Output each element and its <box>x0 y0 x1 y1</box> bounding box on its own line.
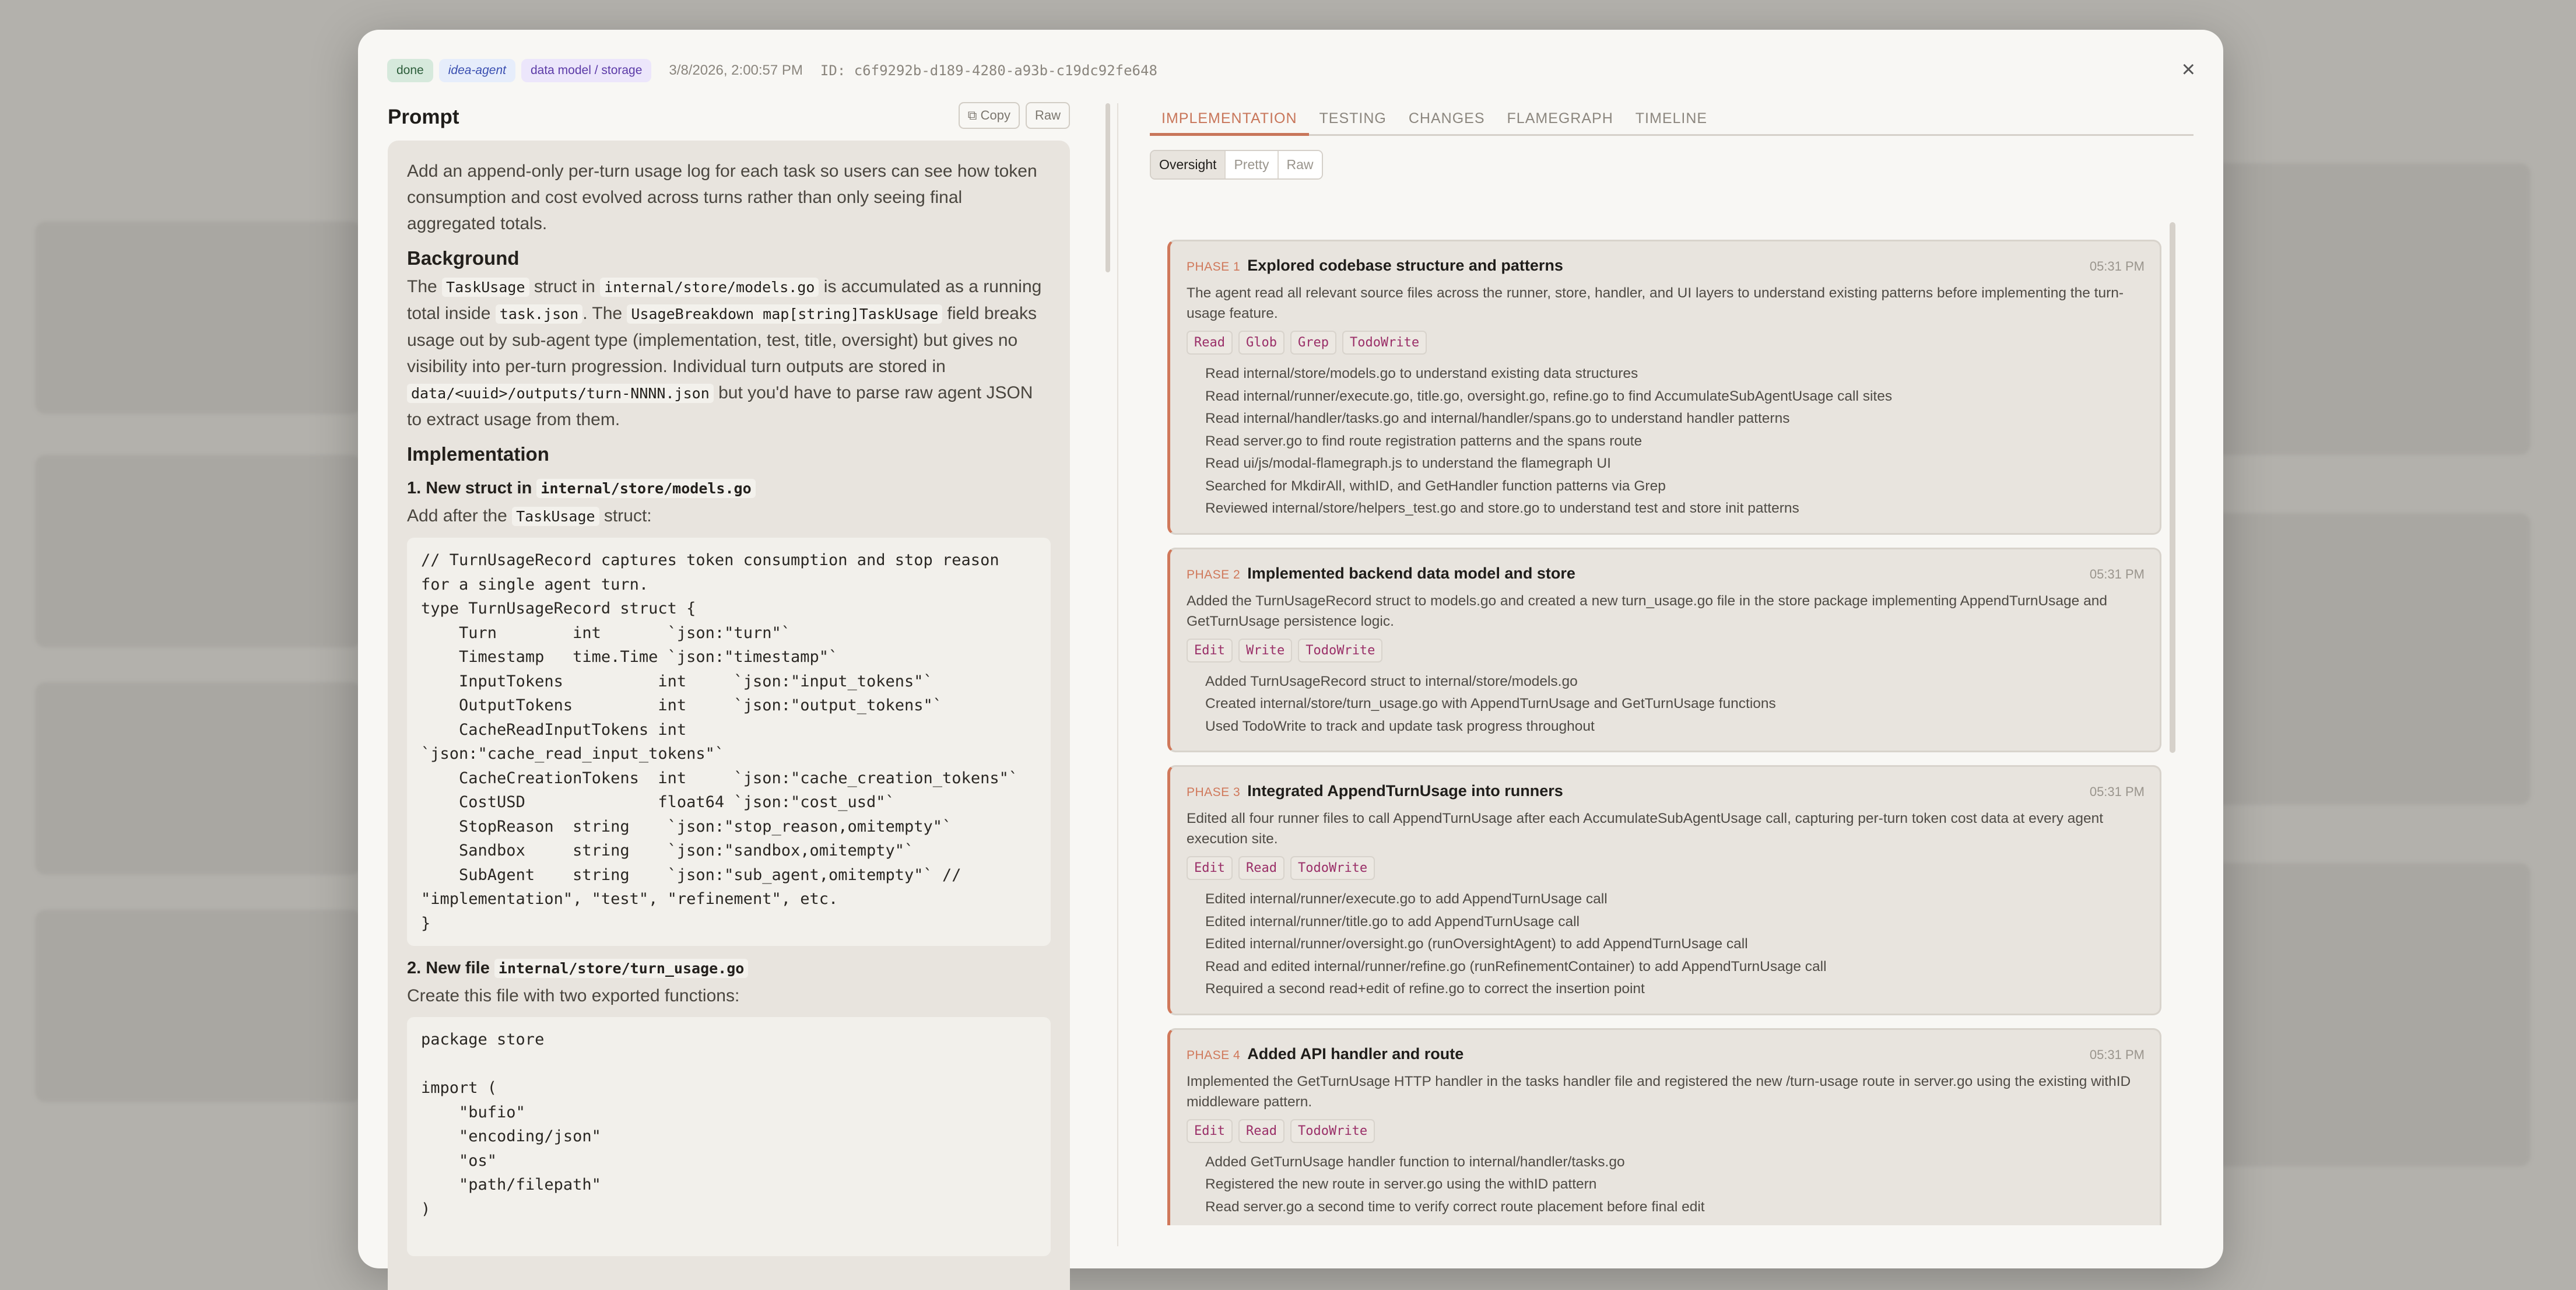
background-paragraph <box>407 274 1051 433</box>
background-card <box>35 222 362 414</box>
tool-chip: TodoWrite <box>1342 331 1427 355</box>
phase-action-item: Added GetTurnUsage handler function to internal/handler/tasks.go <box>1205 1154 1625 1170</box>
view-mode-oversight[interactable]: Oversight <box>1151 151 1226 178</box>
text-run: struct: <box>599 506 652 525</box>
phase-tools <box>1187 639 2145 662</box>
phase-action-item: Read internal/handler/tasks.go and internal/handler/spans.go to understand handler patterns <box>1205 411 1790 426</box>
phase-action-item: Used TodoWrite to track and update task progress throughout <box>1205 718 1595 734</box>
phase-tools <box>1187 1119 2145 1143</box>
phase-description: The agent read all relevant source files across the runner, store, handler, and UI layers to understand existing patterns before implementing the turn-usage feature. <box>1187 285 2124 321</box>
raw-button[interactable]: Raw <box>1026 102 1070 129</box>
step1-heading-code: internal/store/models.go <box>536 479 755 498</box>
step2-heading-text: 2. New file <box>407 959 494 977</box>
phase-label: PHASE 4 <box>1187 1048 1241 1062</box>
phase-actions <box>1187 671 2145 738</box>
phase-header <box>1187 782 2145 800</box>
phase-label: PHASE 3 <box>1187 786 1241 799</box>
inline-code: task.json <box>496 304 582 324</box>
phase-action-item: Reviewed internal/store/helpers_test.go and store.go to understand test and store init patterns <box>1205 500 1799 516</box>
timestamp: 3/8/2026, 2:00:57 PM <box>669 62 803 78</box>
phase-action-item: Created internal/store/turn_usage.go with AppendTurnUsage and GetTurnUsage functions <box>1205 696 1776 711</box>
phase-card <box>1167 240 2161 535</box>
phase-actions <box>1187 1151 2145 1219</box>
phase-header <box>1187 257 2145 275</box>
phase-tools <box>1187 856 2145 880</box>
phase-time: 05:31 PM <box>2089 566 2145 581</box>
phase-action-item: Edited internal/runner/execute.go to add AppendTurnUsage call <box>1205 891 1608 907</box>
phase-action-item: Read ui/js/modal-flamegraph.js to understand the flamegraph UI <box>1205 455 1611 471</box>
tool-chip: Glob <box>1238 331 1285 355</box>
tool-chip: Edit <box>1187 1119 1233 1143</box>
phase-actions <box>1187 363 2145 520</box>
phase-actions <box>1187 888 2145 1001</box>
tool-chip: TodoWrite <box>1298 639 1382 662</box>
copy-icon: ⧉ <box>967 108 981 122</box>
step2-text: Create this file with two exported functions: <box>407 986 740 1005</box>
tab-bar <box>1150 100 2194 136</box>
step1-heading-text: 1. New struct in <box>407 479 537 497</box>
text-run: Add after the <box>407 506 513 525</box>
text-run: struct in <box>529 277 601 296</box>
background-heading: Background <box>407 247 520 269</box>
tool-chip: Read <box>1238 856 1285 880</box>
tool-chip: Grep <box>1290 331 1336 355</box>
phase-header <box>1187 565 2145 583</box>
phase-action-item: Required a second read+edit of refine.go to correct the insertion point <box>1205 981 1645 997</box>
view-mode-toggle <box>1150 150 1323 180</box>
tab-testing[interactable]: TESTING <box>1319 110 1387 127</box>
phase-time: 05:31 PM <box>2089 1047 2145 1062</box>
inline-code: UsageBreakdown map[string]TaskUsage <box>627 304 942 324</box>
prompt-content <box>388 141 1070 1290</box>
text-run: but you'd have to parse raw agent JSON to extract usage from them. <box>407 383 1033 429</box>
phase-card <box>1167 1028 2161 1226</box>
step1-text <box>407 503 1051 530</box>
tool-chip: Edit <box>1187 856 1233 880</box>
view-mode-pretty[interactable]: Pretty <box>1226 151 1278 178</box>
tab-timeline[interactable]: TIMELINE <box>1635 110 1708 127</box>
phase-action-item: Edited internal/runner/title.go to add AppendTurnUsage call <box>1205 913 1580 930</box>
step1-heading <box>407 475 1051 502</box>
tab-changes[interactable]: CHANGES <box>1408 110 1485 127</box>
phase-title: Implemented backend data model and store <box>1247 564 1575 582</box>
inline-code: TaskUsage <box>442 278 529 297</box>
tool-chip: Read <box>1238 1119 1285 1143</box>
text-run: The <box>407 277 443 296</box>
phase-title: Added API handler and route <box>1247 1044 1464 1063</box>
view-mode-raw[interactable]: Raw <box>1279 151 1322 178</box>
phase-tools <box>1187 331 2145 355</box>
agent-badge: idea-agent <box>439 59 515 82</box>
phase-action-item: Read server.go to find route registration patterns and the spans route <box>1205 433 1643 449</box>
phase-label: PHASE 1 <box>1187 260 1241 274</box>
phase-description: Added the TurnUsageRecord struct to models.go and created a new turn_usage.go file in the store package implementing AppendTurnUsage and GetTurnUsage persistence logic. <box>1187 593 2107 629</box>
tool-chip: Write <box>1238 639 1292 662</box>
phase-time: 05:31 PM <box>2089 259 2145 274</box>
phase-action-item: Read server.go a second time to verify correct route placement before final edit <box>1205 1198 1705 1215</box>
phase-title: Explored codebase structure and patterns <box>1247 257 1563 274</box>
phase-description: Implemented the GetTurnUsage HTTP handler in the tasks handler file and registered the new /turn-usage route in server.go using the existing withID middleware pattern. <box>1187 1073 2131 1110</box>
text-run: is accumulated as a running total inside <box>407 277 1042 323</box>
copy-button[interactable] <box>959 102 1020 129</box>
phase-card <box>1167 548 2161 753</box>
phase-card <box>1167 765 2161 1015</box>
prompt-title: Prompt <box>388 106 459 128</box>
phase-header <box>1187 1045 2145 1063</box>
tool-chip: TodoWrite <box>1290 1119 1375 1143</box>
task-id: ID: c6f9292b-d189-4280-a93b-c19dc92fe648 <box>820 62 1157 79</box>
phase-action-item: Edited internal/runner/oversight.go (runOversightAgent) to add AppendTurnUsage call <box>1205 936 1748 952</box>
agent-panel <box>1150 100 2194 1266</box>
prompt-panel <box>388 100 1070 1268</box>
task-detail-modal <box>358 30 2223 1268</box>
tab-implementation[interactable]: IMPLEMENTATION <box>1161 100 1297 134</box>
phase-action-item: Read internal/runner/execute.go, title.go, oversight.go, refine.go to find AccumulateSubAgentUsage call sites <box>1205 388 1893 404</box>
inline-code: TaskUsage <box>512 507 599 526</box>
phase-description: Edited all four runner files to call AppendTurnUsage after each AccumulateSubAgentUsage call, capturing per-turn token cost data at every agent execution site. <box>1187 811 2104 847</box>
phase-label: PHASE 2 <box>1187 567 1241 581</box>
inline-code: data/<uuid>/outputs/turn-NNNN.json <box>407 384 714 403</box>
step2-heading-code: internal/store/turn_usage.go <box>494 959 748 978</box>
phase-action-item: Read and edited internal/runner/refine.go (runRefinementContainer) to add AppendTurnUsage call <box>1205 958 1827 974</box>
tool-chip: TodoWrite <box>1290 856 1375 880</box>
phase-action-item: Searched for MkdirAll, withID, and GetHandler function patterns via Grep <box>1205 478 1666 494</box>
step2-heading <box>407 955 1051 981</box>
tool-chip: Read <box>1187 331 1233 355</box>
background-card <box>35 910 362 1102</box>
prompt-intro: Add an append-only per-turn usage log for each task so users can see how token consumption and cost evolved across turns rather than only seeing final aggregated totals. <box>407 162 1037 233</box>
copy-label: Copy <box>980 108 1010 122</box>
inline-code: internal/store/models.go <box>600 278 819 297</box>
phase-action-item: Added TurnUsageRecord struct to internal/store/models.go <box>1205 673 1578 689</box>
background-card <box>35 455 362 647</box>
close-icon[interactable]: × <box>2181 57 2195 82</box>
text-run: field breaks usage out by sub-agent type (implementation, test, title, oversight) but gives no visibility into per-turn progression. Individual turn outputs are stored in <box>407 304 1037 376</box>
phase-list <box>1167 240 2161 1225</box>
step2-code-block: package store import ( "bufio" "encoding/json" "os" "path/filepath" ) <box>407 1017 1051 1256</box>
category-badge: data model / storage <box>521 59 651 82</box>
modal-header <box>387 58 1157 83</box>
step1-code-block: // TurnUsageRecord captures token consumption and stop reason for a single agent turn. type TurnUsageRecord struct { Turn int `json:"turn"` Timestamp time.Time `json:"timestamp"` InputTokens int `json:"input_tokens"` OutputTokens int `json:"output_tokens"` CacheReadInputTokens int `json:"cache_read_input_tokens"` CacheCreationTokens int `json:"cache_creation_tokens"` CostUSD float64 `json:"cost_usd"` StopReason string `json:"stop_reason,omitempty"` Sandbox string `json:"sandbox,omitempty"` SubAgent string `json:"sub_agent,omitempty"` // "implementation", "test", "refinement", etc. } <box>407 538 1051 946</box>
tab-flamegraph[interactable]: FLAMEGRAPH <box>1507 110 1613 127</box>
implementation-heading: Implementation <box>407 443 549 465</box>
phase-title: Integrated AppendTurnUsage into runners <box>1247 782 1563 800</box>
background-card <box>35 682 362 875</box>
status-badge: done <box>387 59 433 82</box>
text-run: . The <box>582 304 627 323</box>
phase-scrollbar[interactable] <box>2170 222 2175 753</box>
panel-divider <box>1117 103 1118 1246</box>
phase-action-item: Read internal/store/models.go to understand existing data structures <box>1205 366 1638 381</box>
tool-chip: Edit <box>1187 639 1233 662</box>
phase-time: 05:31 PM <box>2089 784 2145 799</box>
phase-action-item: Registered the new route in server.go using the withID pattern <box>1205 1176 1597 1192</box>
prompt-scrollbar[interactable] <box>1105 103 1110 272</box>
